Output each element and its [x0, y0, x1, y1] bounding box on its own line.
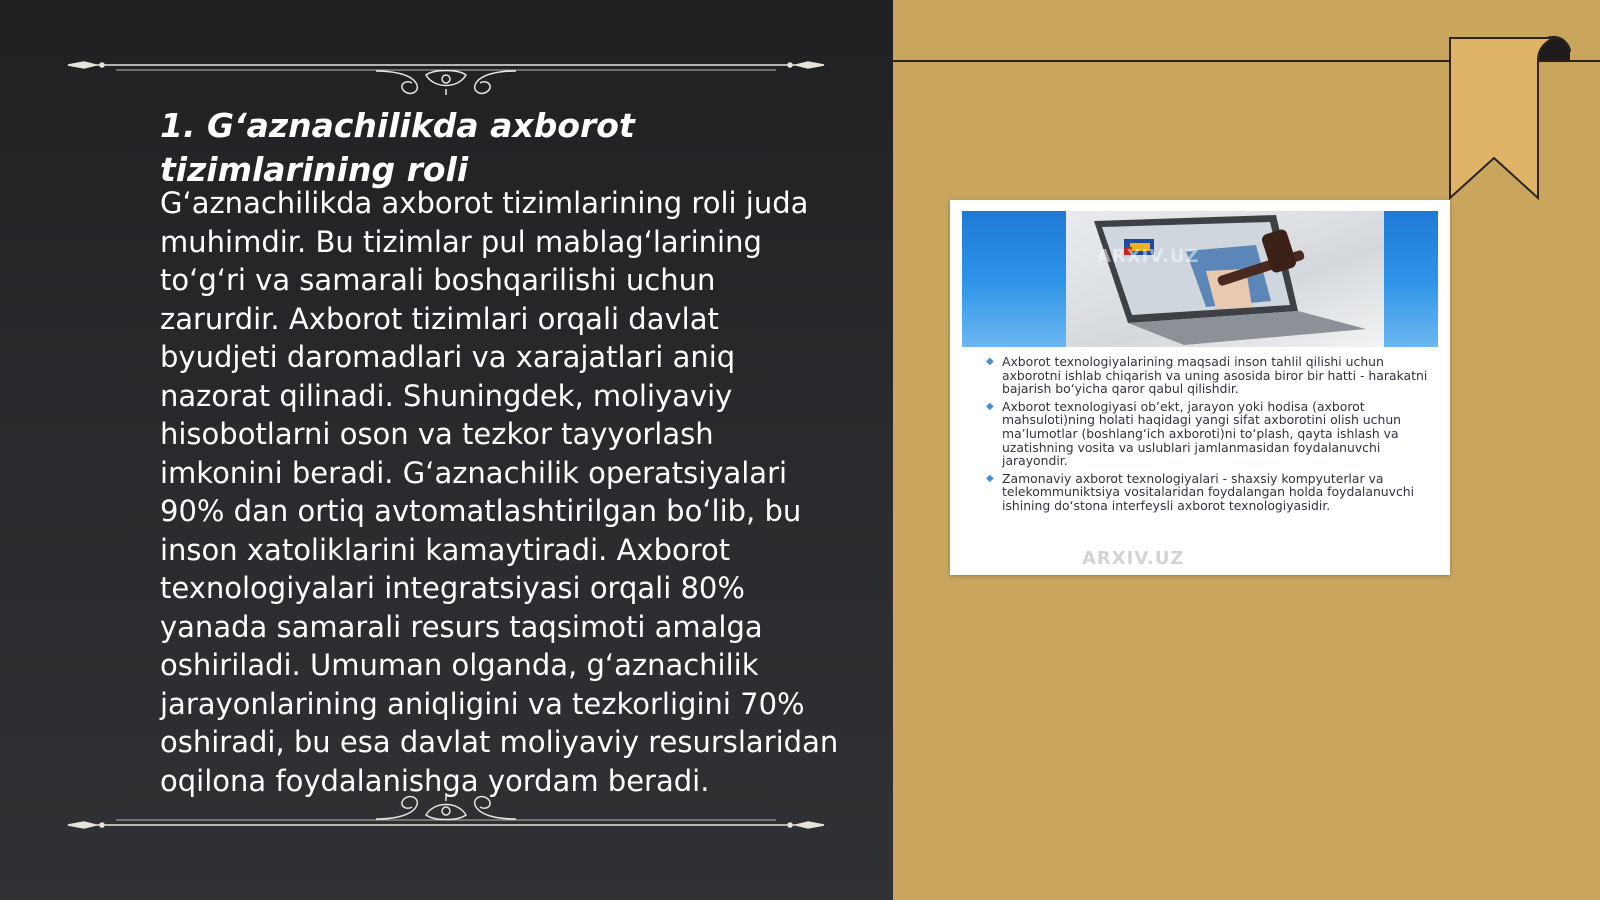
bookmark-ribbon-icon: [1430, 30, 1600, 200]
diamond-bullet-icon: ◆: [986, 400, 994, 412]
image-bullet-list: [986, 355, 1434, 517]
laptop-gavel-icon: [1066, 211, 1384, 347]
diamond-bullet-icon: ◆: [986, 472, 994, 484]
image-bullet-item: ◆ Zamonaviy axborot texnologiyalari - shaxsiy kompyuterlar va telekommuniktsiya vositalaridan foydalangan holda foydalanuvchi ishining do‘stona interfeysli axborot texnologiyasidir.: [986, 470, 1415, 513]
image-blue-banner: [962, 211, 1438, 347]
image-bullet-item: ◆ Axborot texnologiyalarining maqsadi inson tahlil qilishi uchun axborotni ishlab chiqarish va uning asosida biror bir hatti - harakatni bajarish bo‘yicha qaror qabul qilishdir.: [986, 354, 1428, 397]
image-watermark-text: ARXIV.UZ: [1082, 548, 1185, 569]
image-bullet-item: ◆ Axborot texnologiyasi ob’ekt, jarayon yoki hodisa (axborot mahsuloti)ning holati haqidagi yangi sifat axborotini olish uchun ma’lumotlar (boshlang‘ich axboroti)ni to‘plash, qayta ishlash va uzatishning vosita va uslublari jamlanmasidan foydalanuvchi jarayondir.: [986, 398, 1402, 469]
top-ornament-divider: [66, 45, 826, 95]
laptop-gavel-photo: [1066, 211, 1384, 347]
diamond-bullet-icon: ◆: [986, 356, 994, 367]
embedded-slide-image: [950, 200, 1450, 575]
slide-title: 1. G‘aznachilikda axborot tizimlarining roli: [160, 106, 635, 189]
image-watermark-text: ARXIV.UZ: [1097, 246, 1200, 267]
slide-body-text: G‘aznachilikda axborot tizimlarining roli juda muhimdir. Bu tizimlar pul mablag‘larining to‘g‘ri va samarali boshqarilishi uchun zarurdir. Axborot tizimlari orqali davlat byudjeti daromadlari va xarajatlari aniq nazorat qilinadi. Shuningdek, moliyaviy hisobotlarni oson va tezkor tayyorlash imkonini beradi. G‘aznachilik operatsiyalari 90% dan ortiq avtomatlashtirilgan bo‘lib, bu inson xatoliklarini kamaytiradi. Axborot texnologiyalari integratsiyasi orqali 80% yanada samarali resurs taqsimoti amalga oshiriladi. Umuman olganda, g‘aznachilik jarayonlarining aniqligini va tezkorligini 70% oshiradi, bu esa davlat moliyaviy resurslaridan oqilona foydalanishga yordam beradi.: [160, 186, 839, 798]
